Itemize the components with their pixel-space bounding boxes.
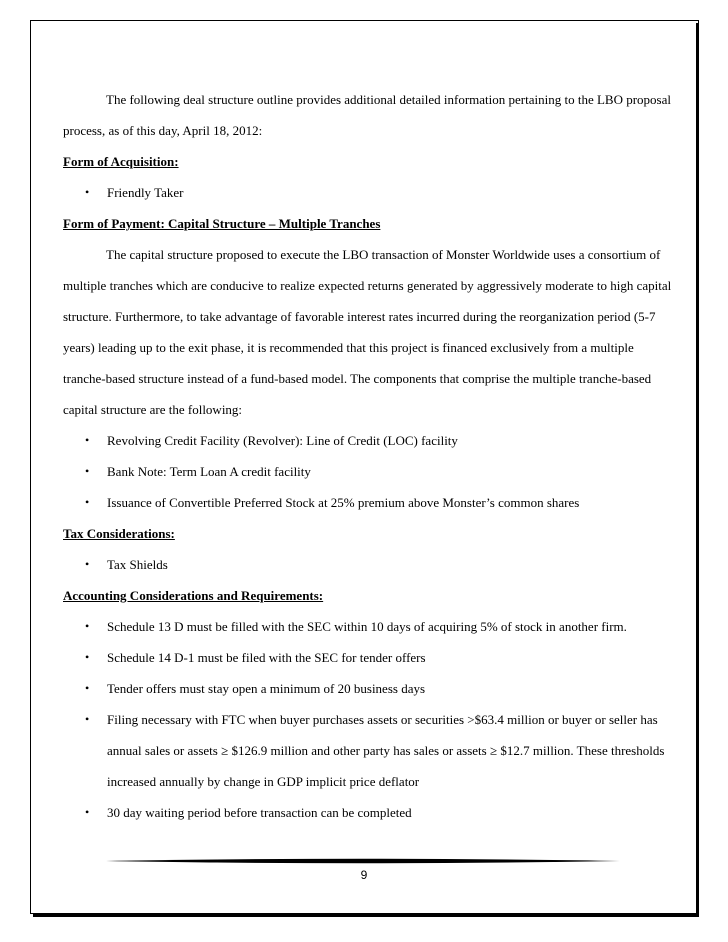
list-item-text: 30 day waiting period before transaction can be completed xyxy=(107,805,412,820)
section-heading-form-of-acquisition: Form of Acquisition: xyxy=(63,154,179,169)
bullet-icon: • xyxy=(85,681,90,695)
list-item-text: Schedule 14 D-1 must be filed with the SEC for tender offers xyxy=(107,650,426,665)
bullet-icon: • xyxy=(85,185,90,199)
bullet-list-accounting xyxy=(63,611,673,828)
list-item xyxy=(63,704,673,797)
list-item-text: Bank Note: Term Loan A credit facility xyxy=(107,464,311,479)
document-body xyxy=(63,84,673,828)
bullet-icon: • xyxy=(85,433,90,447)
footer-divider xyxy=(106,858,620,864)
capital-structure-paragraph: The capital structure proposed to execute the LBO transaction of Monster Worldwide uses a consortium of multiple tranches which are conducive to realize expected returns generated by aggressively moderate to high capital structure. Furthermore, to take advantage of favorable interest rates incurred during the reorganization period (5-7 years) leading up to the exit phase, it is recommended that this project is financed exclusively from a multiple tranche-based structure instead of a fund-based model. The components that comprise the multiple tranche-based capital structure are the following: xyxy=(63,247,672,417)
list-item xyxy=(63,456,673,487)
section-heading-tax-considerations: Tax Considerations: xyxy=(63,526,175,541)
intro-paragraph: The following deal structure outline provides additional detailed information pertaining to the LBO proposal process, as of this day, April 18, 2012: xyxy=(63,92,671,138)
list-item-text: Tender offers must stay open a minimum of 20 business days xyxy=(107,681,426,696)
list-item xyxy=(63,487,673,518)
list-item-text: Filing necessary with FTC when buyer purchases assets or securities >$63.4 million or buyer or seller has annual sales or assets ≥ $126.9 million and other party has sales or assets ≥ $12.7 million. These thresholds increased annually by change in GDP implicit price deflator xyxy=(107,712,665,789)
list-item xyxy=(63,549,673,580)
list-item xyxy=(63,425,673,456)
list-item xyxy=(63,797,673,828)
list-item-text: Issuance of Convertible Preferred Stock at 25% premium above Monster’s common shares xyxy=(107,495,580,510)
list-item xyxy=(63,611,673,642)
bullet-icon: • xyxy=(85,650,90,664)
list-item-text: Revolving Credit Facility (Revolver): Line of Credit (LOC) facility xyxy=(107,433,458,448)
bullet-icon: • xyxy=(85,805,90,819)
bullet-icon: • xyxy=(85,557,90,571)
bullet-list-acquisition xyxy=(63,177,673,208)
section-heading-accounting-considerations: Accounting Considerations and Requirements: xyxy=(63,588,324,603)
list-item xyxy=(63,642,673,673)
bullet-list-capital-structure xyxy=(63,425,673,518)
list-item xyxy=(63,673,673,704)
list-item-text: Friendly Taker xyxy=(107,185,184,200)
section-heading-form-of-payment: Form of Payment: Capital Structure – Multiple Tranches xyxy=(63,216,381,231)
bullet-icon: • xyxy=(85,619,90,633)
bullet-list-tax xyxy=(63,549,673,580)
bullet-icon: • xyxy=(85,495,90,509)
list-item xyxy=(63,177,673,208)
list-item-text: Tax Shields xyxy=(107,557,168,572)
page-number: 9 xyxy=(360,868,368,882)
bullet-icon: • xyxy=(85,712,90,726)
bullet-icon: • xyxy=(85,464,90,478)
list-item-text: Schedule 13 D must be filled with the SEC within 10 days of acquiring 5% of stock in another firm. xyxy=(107,619,627,634)
